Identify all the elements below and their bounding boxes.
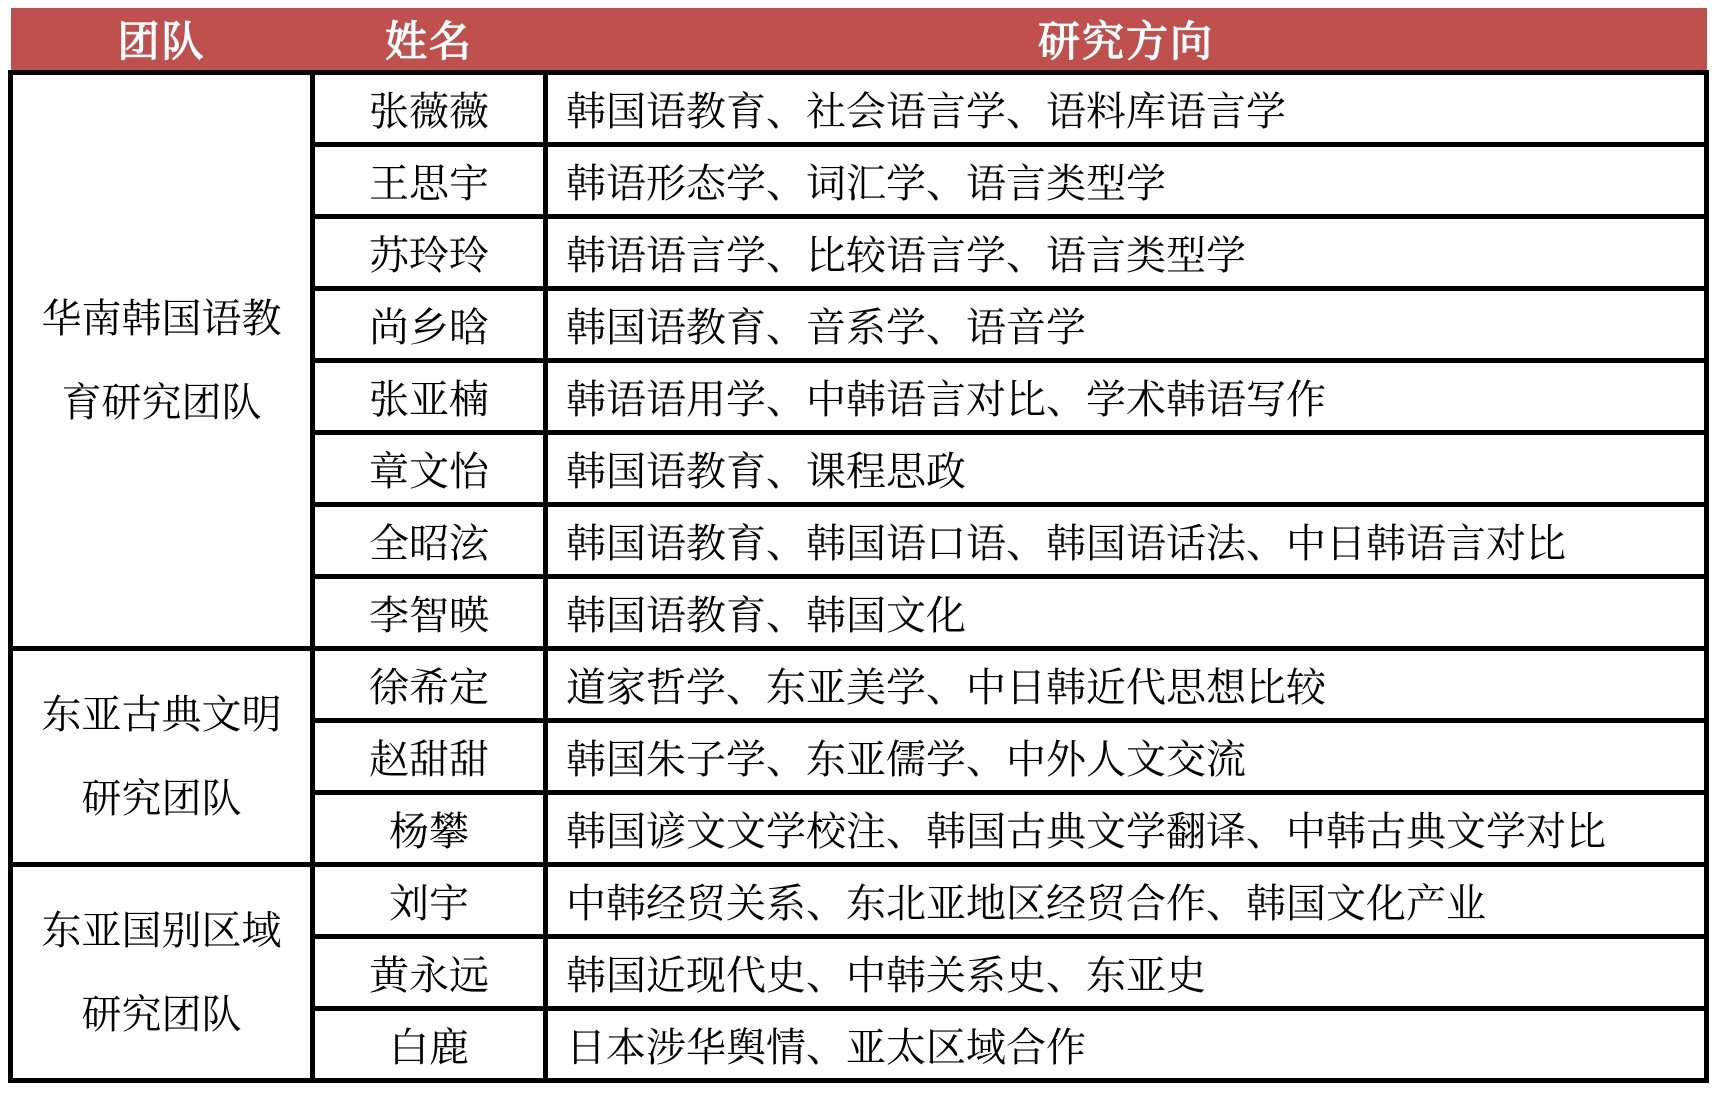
research-cell: 韩国语教育、社会语言学、语料库语言学 [546,73,1707,145]
member-name-cell: 李智暎 [313,577,546,649]
research-cell: 韩国谚文文学校注、韩国古典文学翻译、中韩古典文学对比 [546,793,1707,865]
team-cell-1 [11,73,313,649]
team-name-line: 育研究团队 [61,380,262,425]
team-name-line: 东亚古典文明 [41,692,282,737]
member-name-cell: 苏玲玲 [313,217,546,289]
research-cell: 中韩经贸关系、东北亚地区经贸合作、韩国文化产业 [546,865,1707,937]
header-row [11,8,1707,73]
team-cell-3 [11,865,313,1081]
research-teams-table [8,8,1709,1083]
member-name-cell: 张薇薇 [313,73,546,145]
table-row [11,865,1707,937]
member-name-cell: 全昭泫 [313,505,546,577]
member-name-cell: 章文怡 [313,433,546,505]
research-cell: 韩国语教育、韩国语口语、韩国语话法、中日韩语言对比 [546,505,1707,577]
member-name-cell: 王思宇 [313,145,546,217]
research-cell: 韩国近现代史、中韩关系史、东亚史 [546,937,1707,1009]
research-cell: 韩国语教育、韩国文化 [546,577,1707,649]
header-name: 姓名 [313,8,546,73]
research-cell: 韩语形态学、词汇学、语言类型学 [546,145,1707,217]
table-row [11,73,1707,145]
team-name-line: 华南韩国语教 [41,296,282,341]
research-cell: 道家哲学、东亚美学、中日韩近代思想比较 [546,649,1707,721]
team-name-line: 东亚国别区域 [41,908,282,953]
research-cell: 韩语语用学、中韩语言对比、学术韩语写作 [546,361,1707,433]
table-row [11,649,1707,721]
research-cell: 韩国语教育、课程思政 [546,433,1707,505]
team-name-line: 研究团队 [81,776,242,821]
research-cell: 韩国语教育、音系学、语音学 [546,289,1707,361]
team-cell-2 [11,649,313,865]
member-name-cell: 尚乡晗 [313,289,546,361]
team-name-line: 研究团队 [81,992,242,1037]
member-name-cell: 徐希定 [313,649,546,721]
member-name-cell: 赵甜甜 [313,721,546,793]
research-cell: 韩国朱子学、东亚儒学、中外人文交流 [546,721,1707,793]
member-name-cell: 黄永远 [313,937,546,1009]
header-team: 团队 [11,8,313,73]
member-name-cell: 杨攀 [313,793,546,865]
research-cell: 韩语语言学、比较语言学、语言类型学 [546,217,1707,289]
member-name-cell: 刘宇 [313,865,546,937]
header-research: 研究方向 [546,8,1707,73]
research-cell: 日本涉华舆情、亚太区域合作 [546,1009,1707,1081]
member-name-cell: 白鹿 [313,1009,546,1081]
member-name-cell: 张亚楠 [313,361,546,433]
